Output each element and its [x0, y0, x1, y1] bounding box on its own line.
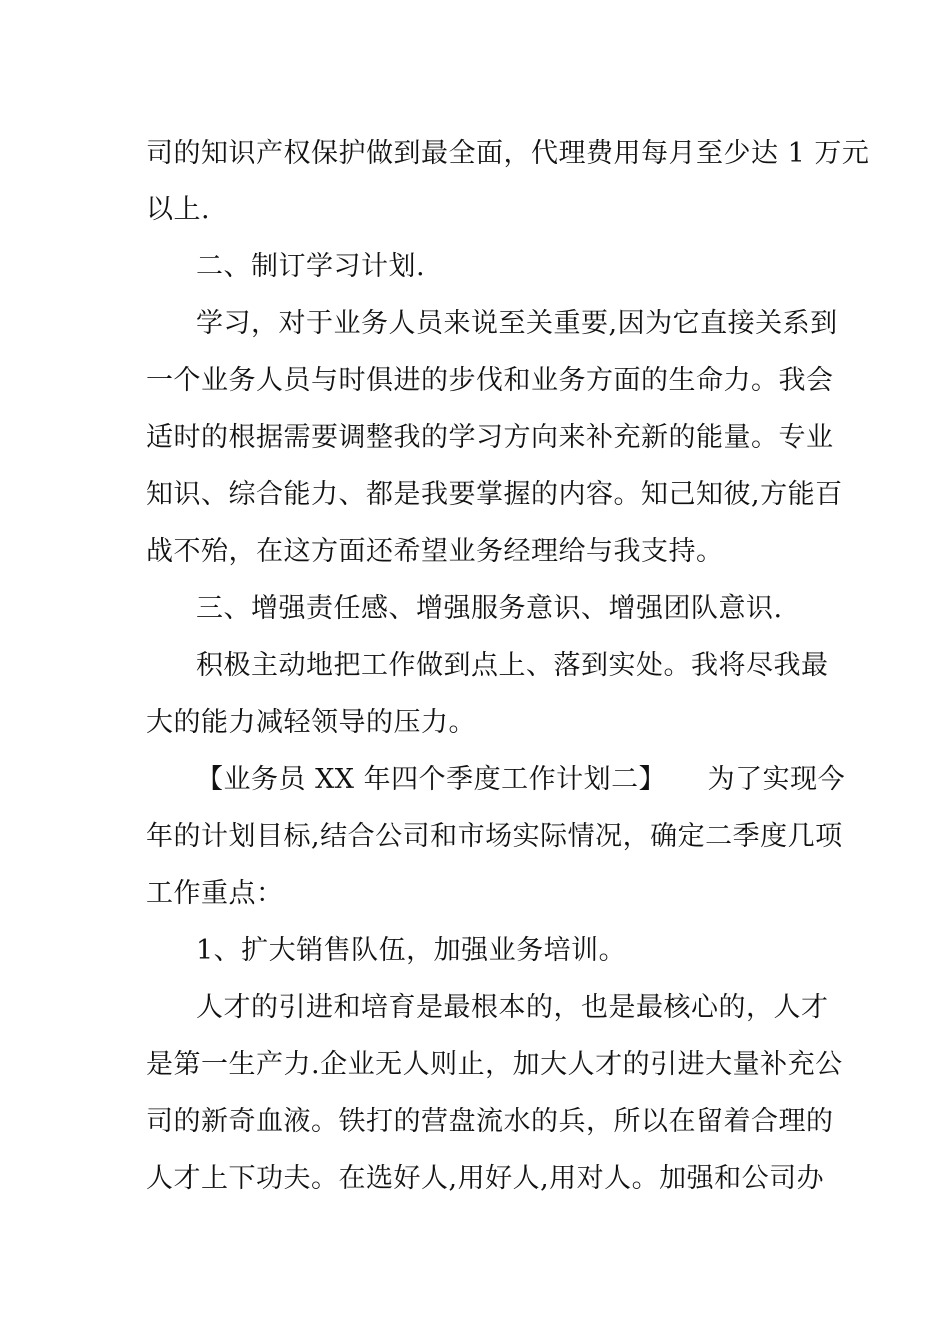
- paragraph-line: 年的计划目标,结合公司和市场实际情况，确定二季度几项: [146, 821, 843, 852]
- paragraph-line: 是第一生产力.企业无人则止，加大人才的引进大量补充公: [146, 1049, 843, 1080]
- section-heading: 二、制订学习计划.: [196, 251, 426, 282]
- paragraph-line: 人才的引进和培育是最根本的，也是最核心的，人才: [196, 992, 829, 1023]
- section-heading: 三、增强责任感、增强服务意识、增强团队意识.: [196, 593, 783, 624]
- paragraph-line: 司的新奇血液。铁打的营盘流水的兵，所以在留着合理的: [146, 1106, 834, 1137]
- plan-title-line: 【业务员 XX 年四个季度工作计划二】 为了实现今: [196, 764, 846, 795]
- paragraph-line: 知识、综合能力、都是我要掌握的内容。知己知彼,方能百: [146, 479, 843, 510]
- section-heading: 1、扩大销售队伍，加强业务培训。: [196, 935, 627, 966]
- paragraph-line: 大的能力减轻领导的压力。: [146, 707, 476, 738]
- paragraph-line: 工作重点：: [146, 878, 284, 909]
- text-line: 以上.: [146, 194, 211, 225]
- paragraph-line: 战不殆，在这方面还希望业务经理给与我支持。: [146, 536, 724, 567]
- paragraph-line: 学习，对于业务人员来说至关重要,因为它直接关系到: [196, 308, 838, 339]
- paragraph-line: 积极主动地把工作做到点上、落到实处。我将尽我最: [196, 650, 829, 681]
- paragraph-line: 一个业务人员与时俱进的步伐和业务方面的生命力。我会: [146, 365, 834, 396]
- paragraph-line: 人才上下功夫。在选好人,用好人,用对人。加强和公司办: [146, 1163, 825, 1194]
- text-line: 司的知识产权保护做到最全面，代理费用每月至少达 1 万元: [146, 138, 870, 169]
- paragraph-line: 适时的根据需要调整我的学习方向来补充新的能量。专业: [146, 422, 834, 453]
